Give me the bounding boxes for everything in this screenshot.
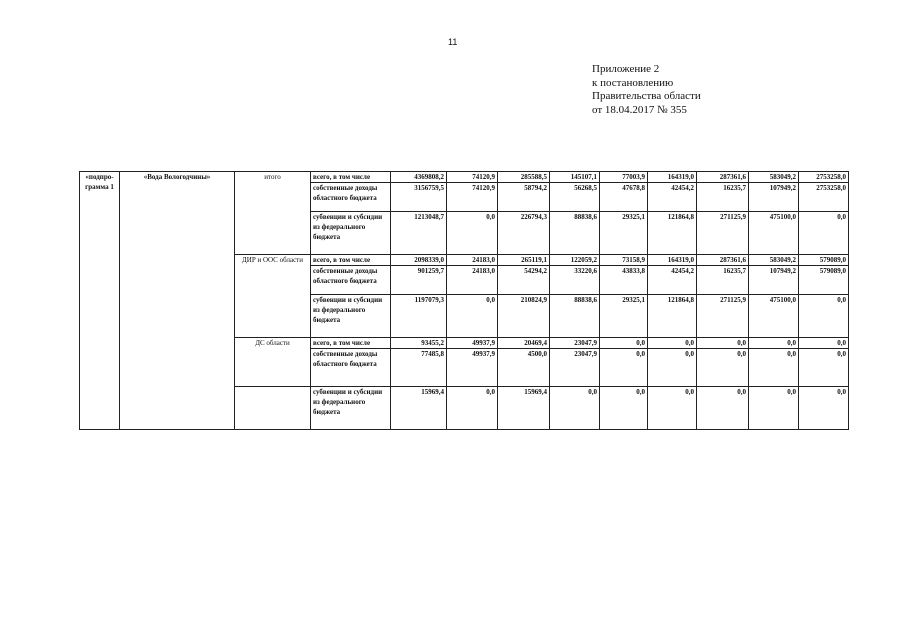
- row-label-cell: всего, в том числе: [311, 255, 391, 266]
- org-cell: итого: [235, 172, 311, 255]
- table-row: [80, 172, 849, 183]
- value-cell: 107949,2: [749, 266, 799, 295]
- appendix-line-4: от 18.04.2017 № 355: [592, 103, 687, 116]
- value-cell: 77003,9: [600, 172, 648, 183]
- value-cell: 164319,0: [648, 172, 697, 183]
- value-cell: 121864,8: [648, 212, 697, 255]
- value-cell: 15969,4: [391, 387, 447, 430]
- value-cell: 0,0: [648, 338, 697, 349]
- value-cell: 23047,9: [550, 349, 600, 387]
- value-cell: 29325,1: [600, 295, 648, 338]
- org-cell: ДИР и ООС области: [235, 255, 311, 338]
- value-cell: 73158,9: [600, 255, 648, 266]
- value-cell: 145107,1: [550, 172, 600, 183]
- value-cell: 74120,9: [447, 172, 498, 183]
- value-cell: 0,0: [799, 295, 849, 338]
- value-cell: 0,0: [799, 338, 849, 349]
- value-cell: 0,0: [749, 349, 799, 387]
- row-label-cell: всего, в том числе: [311, 172, 391, 183]
- value-cell: 42454,2: [648, 183, 697, 212]
- value-cell: 271125,9: [697, 212, 749, 255]
- value-cell: 475100,0: [749, 295, 799, 338]
- value-cell: 901259,7: [391, 266, 447, 295]
- value-cell: 287361,6: [697, 255, 749, 266]
- value-cell: 29325,1: [600, 212, 648, 255]
- value-cell: 4500,0: [498, 349, 550, 387]
- appendix-header: [592, 63, 701, 117]
- value-cell: 0,0: [697, 338, 749, 349]
- value-cell: 579089,0: [799, 255, 849, 266]
- value-cell: 16235,7: [697, 183, 749, 212]
- row-label-cell: собственные доходы областного бюджета: [311, 349, 391, 387]
- value-cell: 226794,3: [498, 212, 550, 255]
- value-cell: 88838,6: [550, 295, 600, 338]
- row-label-cell: субвенции и субсидии из федерального бюджета: [311, 295, 391, 338]
- value-cell: 0,0: [697, 387, 749, 430]
- row-label-cell: субвенции и субсидии из федерального бюджета: [311, 387, 391, 430]
- value-cell: 122059,2: [550, 255, 600, 266]
- value-cell: 49937,9: [447, 338, 498, 349]
- value-cell: 0,0: [447, 212, 498, 255]
- value-cell: 56268,5: [550, 183, 600, 212]
- value-cell: 0,0: [749, 387, 799, 430]
- row-label-cell: всего, в том числе: [311, 338, 391, 349]
- appendix-line-3: Правительства области: [592, 90, 701, 102]
- value-cell: 49937,9: [447, 349, 498, 387]
- row-label-cell: собственные доходы областного бюджета: [311, 183, 391, 212]
- value-cell: 0,0: [600, 338, 648, 349]
- row-label-cell: субвенции и субсидии из федерального бюджета: [311, 212, 391, 255]
- value-cell: 2753258,0: [799, 183, 849, 212]
- value-cell: 15969,4: [498, 387, 550, 430]
- value-cell: 58794,2: [498, 183, 550, 212]
- value-cell: 47678,8: [600, 183, 648, 212]
- value-cell: 2753258,0: [799, 172, 849, 183]
- value-cell: 0,0: [550, 387, 600, 430]
- value-cell: 579089,0: [799, 266, 849, 295]
- value-cell: 0,0: [447, 387, 498, 430]
- budget-table: [79, 171, 849, 430]
- value-cell: 33220,6: [550, 266, 600, 295]
- value-cell: 0,0: [799, 387, 849, 430]
- program-name-cell: «Вода Вологодчины»: [120, 172, 235, 430]
- value-cell: 54294,2: [498, 266, 550, 295]
- value-cell: 285588,5: [498, 172, 550, 183]
- value-cell: 164319,0: [648, 255, 697, 266]
- appendix-line-1: Приложение 2: [592, 63, 660, 75]
- value-cell: 20469,4: [498, 338, 550, 349]
- empty-cell: [235, 387, 311, 430]
- value-cell: 43833,8: [600, 266, 648, 295]
- value-cell: 42454,2: [648, 266, 697, 295]
- value-cell: 24183,0: [447, 266, 498, 295]
- value-cell: 2098339,0: [391, 255, 447, 266]
- value-cell: 271125,9: [697, 295, 749, 338]
- value-cell: 0,0: [447, 295, 498, 338]
- value-cell: 16235,7: [697, 266, 749, 295]
- value-cell: 1197079,3: [391, 295, 447, 338]
- value-cell: 121864,8: [648, 295, 697, 338]
- value-cell: 475100,0: [749, 212, 799, 255]
- appendix-line-2: к постановлению: [592, 76, 674, 89]
- value-cell: 23047,9: [550, 338, 600, 349]
- value-cell: 265119,1: [498, 255, 550, 266]
- value-cell: 583049,2: [749, 172, 799, 183]
- value-cell: 0,0: [648, 387, 697, 430]
- org-cell: ДС области: [235, 338, 311, 387]
- value-cell: 0,0: [600, 349, 648, 387]
- value-cell: 0,0: [648, 349, 697, 387]
- value-cell: 0,0: [697, 349, 749, 387]
- value-cell: 583049,2: [749, 255, 799, 266]
- value-cell: 210824,9: [498, 295, 550, 338]
- value-cell: 77485,8: [391, 349, 447, 387]
- value-cell: 0,0: [799, 349, 849, 387]
- value-cell: 1213048,7: [391, 212, 447, 255]
- value-cell: 24183,0: [447, 255, 498, 266]
- value-cell: 107949,2: [749, 183, 799, 212]
- value-cell: 4369808,2: [391, 172, 447, 183]
- value-cell: 93455,2: [391, 338, 447, 349]
- row-label-cell: собственные доходы областного бюджета: [311, 266, 391, 295]
- value-cell: 287361,6: [697, 172, 749, 183]
- value-cell: 0,0: [799, 212, 849, 255]
- program-label-cell: «подпро- грамма 1: [80, 172, 120, 430]
- value-cell: 3156759,5: [391, 183, 447, 212]
- value-cell: 88838,6: [550, 212, 600, 255]
- page-number: 11: [448, 37, 458, 47]
- value-cell: 74120,9: [447, 183, 498, 212]
- value-cell: 0,0: [600, 387, 648, 430]
- value-cell: 0,0: [749, 338, 799, 349]
